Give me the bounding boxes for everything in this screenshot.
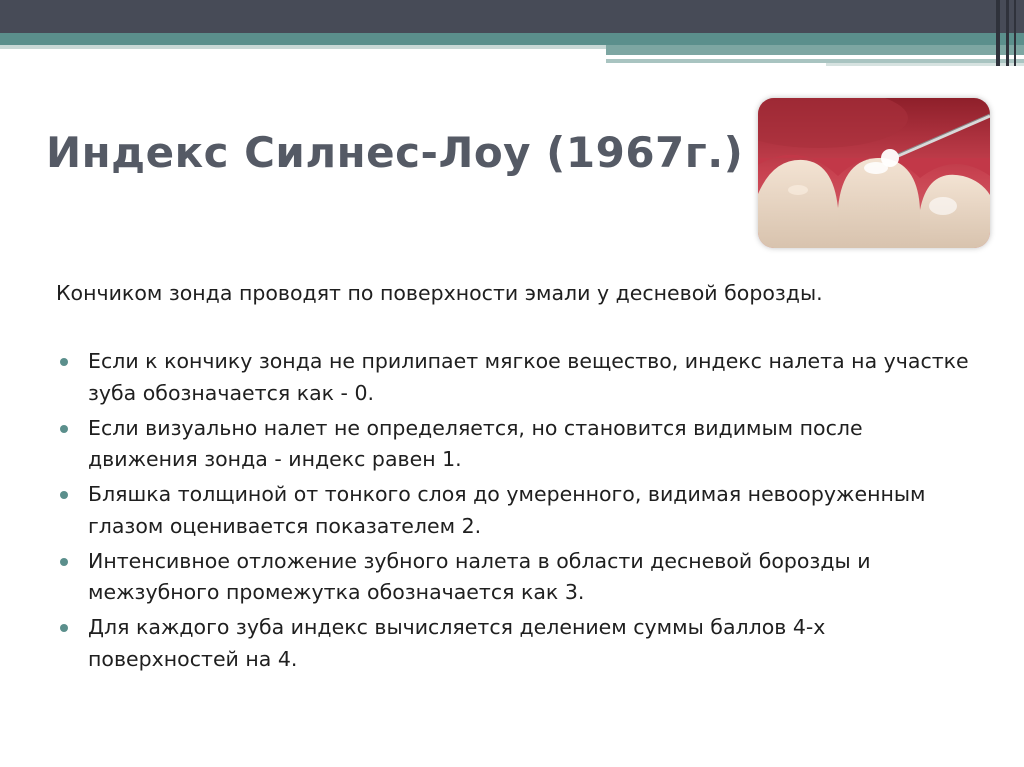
bullet-text: Интенсивное отложение зубного налета в области десневой борозды и межзубного промежутка обозначается как 3. (88, 548, 871, 604)
bullet-dot-icon (60, 558, 68, 566)
slide-title: Индекс Силнес-Лоу (1967г.) (46, 128, 744, 177)
bullet-text: Бляшка толщиной от тонкого слоя до умеренного, видимая невооруженным глазом оценивается показателем 2. (88, 482, 926, 538)
header-band-teal (0, 33, 1024, 45)
bullet-dot-icon (60, 624, 68, 632)
bullet-list (54, 346, 974, 679)
bullet-item (54, 479, 974, 542)
bullet-item (54, 612, 974, 675)
header-band-dark (0, 0, 1024, 33)
bullet-text: Если к кончику зонда не прилипает мягкое вещество, индекс налета на участке зуба обозначается как - 0. (88, 349, 969, 405)
header-band-line-thin (826, 63, 1024, 66)
bullet-dot-icon (60, 425, 68, 433)
dental-probe-photo (758, 98, 990, 248)
bullet-item (54, 546, 974, 609)
bullet-text: Для каждого зуба индекс вычисляется делением суммы баллов 4-х поверхностей на 4. (88, 615, 826, 671)
bullet-dot-icon (60, 491, 68, 499)
bullet-item (54, 346, 974, 409)
header-vertical-stripe (1006, 0, 1009, 66)
bullet-text: Если визуально налет не определяется, но становится видимым после движения зонда - индекс равен 1. (88, 415, 863, 471)
dental-photo-icon (758, 98, 990, 248)
header-vertical-stripe (996, 0, 1000, 66)
header-band-accent (606, 45, 1024, 55)
bullet-dot-icon (60, 358, 68, 366)
bullet-item (54, 413, 974, 476)
header-vertical-stripe (1014, 0, 1016, 66)
intro-text: Кончиком зонда проводят по поверхности эмали у десневой борозды. (56, 281, 823, 305)
